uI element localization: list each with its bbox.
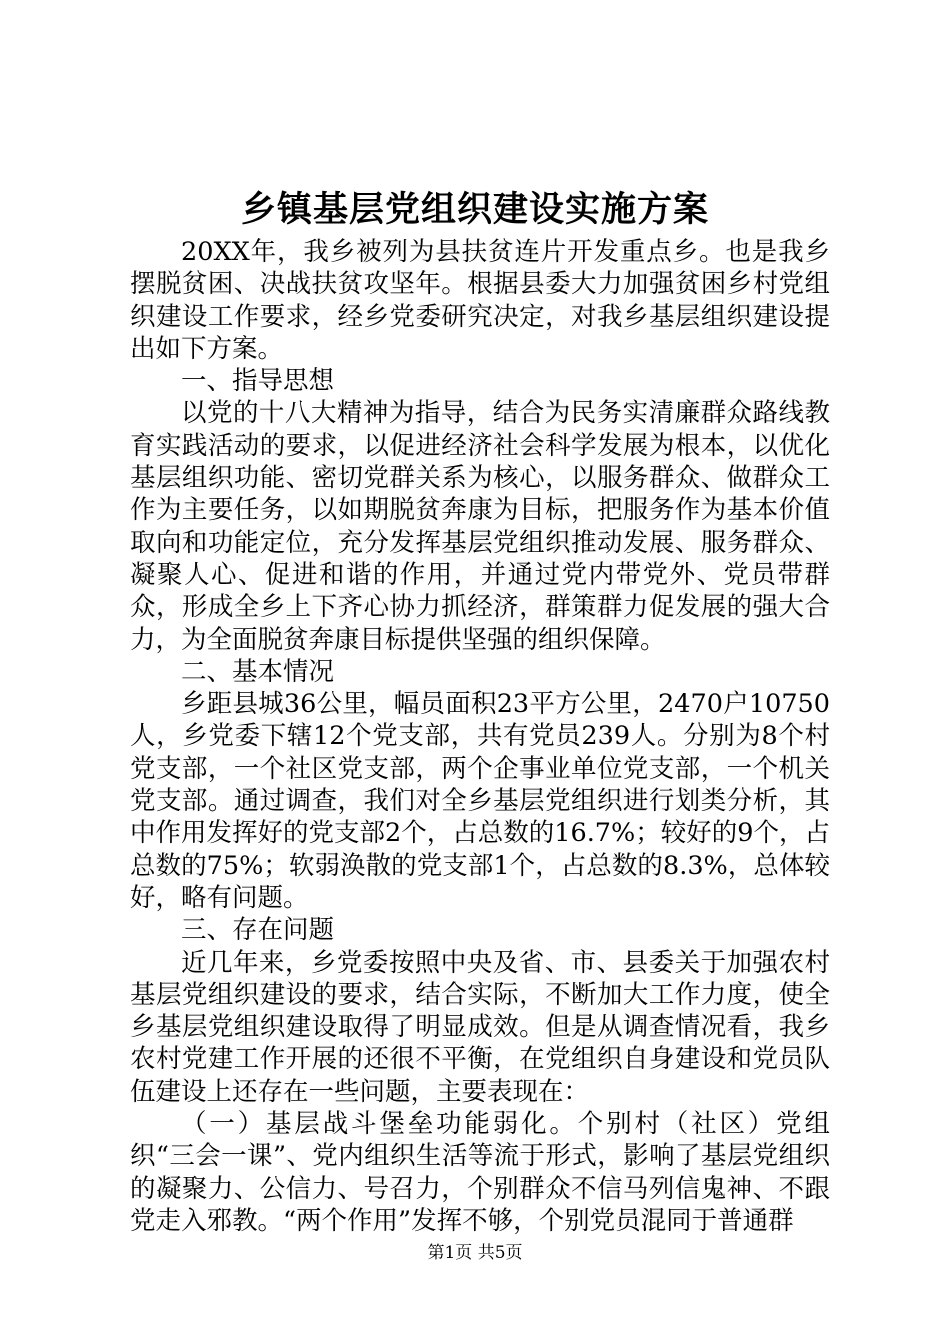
guiding-thought-paragraph: 以党的十八大精神为指导，结合为民务实清廉群众路线教育实践活动的要求，以促进经济社会科学发展为根本，以优化基层组织功能、密切党群关系为核心，以服务群众、做群众工作为主要任务，以如期脱贫奔康为目标，把服务作为基本价值取向和功能定位，充分发挥基层党组织推动发展、服务群众、凝聚人心、促进和谐的作用，并通过党内带党外、党员带群众，形成全乡上下齐心协力抓经济，群策群力促发展的强大合力，为全面脱贫奔康目标提供坚强的组织保障。 <box>130 398 830 655</box>
existing-problems-paragraph: 近几年来，乡党委按照中央及省、市、县委关于加强农村基层党组织建设的要求，结合实际，不断加大工作力度，使全乡基层党组织建设取得了明显成效。但是从调查情况看，我乡农村党建工作开展的还很不平衡，在党组织自身建设和党员队伍建设上还存在一些问题，主要表现在： <box>130 947 830 1107</box>
basic-situation-paragraph: 乡距县城36公里，幅员面积23平方公里，2470户10750人，乡党委下辖12个党支部，共有党员239人。分别为8个村党支部，一个社区党支部，两个企事业单位党支部，一个机关党支部。通过调查，我们对全乡基层党组织进行划类分析，其中作用发挥好的党支部2个，占总数的16.7%；较好的9个，占总数的75%；软弱涣散的党支部1个，占总数的8.3%，总体较好，略有问题。 <box>130 689 830 913</box>
section-heading-guiding-thought: 一、指导思想 <box>181 366 335 397</box>
section-heading-existing-problems: 三、存在问题 <box>181 915 335 946</box>
document-title: 乡镇基层党组织建设实施方案 <box>240 190 709 230</box>
section-heading-basic-situation: 二、基本情况 <box>181 656 335 687</box>
problem-item-1-paragraph: （一）基层战斗堡垒功能弱化。个别村（社区）党组织“三会一课”、党内组织生活等流于形式，影响了基层党组织的凝聚力、公信力、号召力，个别群众不信马列信鬼神、不跟党走入邪教。“两个作用”发挥不够，个别党员混同于普通群 <box>130 1109 830 1236</box>
document-body <box>130 236 830 1237</box>
page-footer: 第1页 共5页 <box>427 1243 523 1263</box>
intro-paragraph: 20XX年，我乡被列为县扶贫连片开发重点乡。也是我乡摆脱贫困、决战扶贫攻坚年。根据县委大力加强贫困乡村党组织建设工作要求，经乡党委研究决定，对我乡基层组织建设提出如下方案。 <box>130 237 830 364</box>
